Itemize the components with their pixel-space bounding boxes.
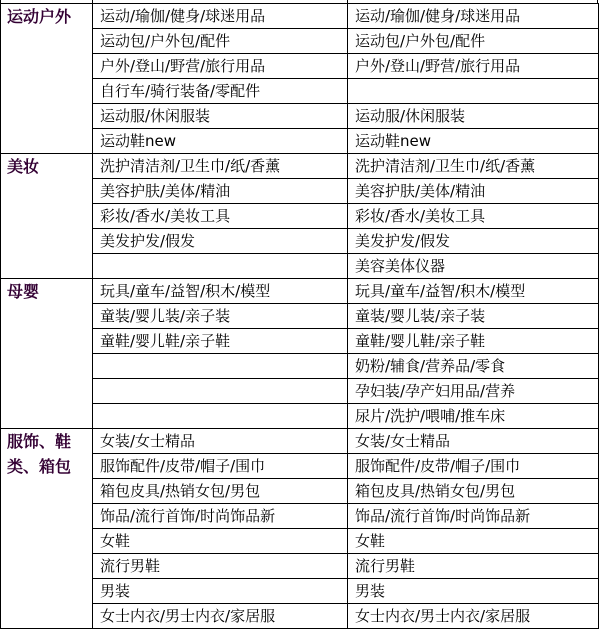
subcategory-cell: 童装/婴儿装/亲子装 — [348, 304, 599, 329]
category-cell: 运动户外 — [1, 4, 93, 154]
table-row — [1, 4, 599, 29]
subcategory-cell: 洗护清洁剂/卫生巾/纸/香薰 — [348, 154, 599, 179]
subcategory-cell: 运动/瑜伽/健身/球迷用品 — [348, 4, 599, 29]
table-row — [1, 279, 599, 304]
subcategory-cell — [93, 404, 348, 429]
subcategory-cell: 玩具/童车/益智/积木/模型 — [348, 279, 599, 304]
border-stub — [597, 0, 598, 3]
subcategory-cell: 运动鞋new — [93, 129, 348, 154]
subcategory-cell: 运动服/休闲服装 — [348, 104, 599, 129]
subcategory-cell: 美发护发/假发 — [93, 229, 348, 254]
subcategory-cell: 运动包/户外包/配件 — [93, 29, 348, 54]
subcategory-cell — [93, 379, 348, 404]
subcategory-cell: 彩妆/香水/美妆工具 — [93, 204, 348, 229]
product-category-table-body — [1, 4, 599, 629]
subcategory-cell: 玩具/童车/益智/积木/模型 — [93, 279, 348, 304]
subcategory-cell: 孕妇装/孕产妇用品/营养 — [348, 379, 599, 404]
subcategory-cell: 男装 — [348, 579, 599, 604]
border-stub — [92, 0, 93, 3]
subcategory-cell: 运动/瑜伽/健身/球迷用品 — [93, 4, 348, 29]
subcategory-cell — [348, 79, 599, 104]
subcategory-cell: 运动鞋new — [348, 129, 599, 154]
subcategory-cell: 美容护肤/美体/精油 — [348, 179, 599, 204]
subcategory-cell: 女装/女士精品 — [348, 429, 599, 454]
category-cell: 美妆 — [1, 154, 93, 279]
subcategory-cell: 童鞋/婴儿鞋/亲子鞋 — [348, 329, 599, 354]
subcategory-cell: 流行男鞋 — [348, 554, 599, 579]
subcategory-cell: 流行男鞋 — [93, 554, 348, 579]
top-cutoff-row — [0, 0, 598, 3]
border-stub — [347, 0, 348, 3]
subcategory-cell: 运动包/户外包/配件 — [348, 29, 599, 54]
subcategory-cell: 服饰配件/皮带/帽子/围巾 — [93, 454, 348, 479]
subcategory-cell: 服饰配件/皮带/帽子/围巾 — [348, 454, 599, 479]
subcategory-cell: 运动服/休闲服装 — [93, 104, 348, 129]
subcategory-cell: 美发护发/假发 — [348, 229, 599, 254]
subcategory-cell: 奶粉/辅食/营养品/零食 — [348, 354, 599, 379]
subcategory-cell: 女士内衣/男士内衣/家居服 — [348, 604, 599, 629]
subcategory-cell: 尿片/洗护/喂哺/推车床 — [348, 404, 599, 429]
subcategory-cell: 洗护清洁剂/卫生巾/纸/香薰 — [93, 154, 348, 179]
subcategory-cell: 箱包皮具/热销女包/男包 — [348, 479, 599, 504]
border-stub — [0, 0, 1, 3]
subcategory-cell: 自行车/骑行装备/零配件 — [93, 79, 348, 104]
subcategory-cell: 彩妆/香水/美妆工具 — [348, 204, 599, 229]
category-cell: 服饰、鞋类、箱包 — [1, 429, 93, 629]
subcategory-cell: 女士内衣/男士内衣/家居服 — [93, 604, 348, 629]
subcategory-cell: 童装/婴儿装/亲子装 — [93, 304, 348, 329]
subcategory-cell: 童鞋/婴儿鞋/亲子鞋 — [93, 329, 348, 354]
product-category-table — [0, 3, 599, 629]
subcategory-cell — [93, 354, 348, 379]
subcategory-cell: 饰品/流行首饰/时尚饰品新 — [348, 504, 599, 529]
subcategory-cell: 女鞋 — [348, 529, 599, 554]
table-row — [1, 154, 599, 179]
subcategory-cell: 户外/登山/野营/旅行用品 — [93, 54, 348, 79]
subcategory-cell — [93, 254, 348, 279]
subcategory-cell: 美容护肤/美体/精油 — [93, 179, 348, 204]
table-row — [1, 429, 599, 454]
subcategory-cell: 户外/登山/野营/旅行用品 — [348, 54, 599, 79]
subcategory-cell: 女鞋 — [93, 529, 348, 554]
subcategory-cell: 箱包皮具/热销女包/男包 — [93, 479, 348, 504]
subcategory-cell: 女装/女士精品 — [93, 429, 348, 454]
category-cell: 母婴 — [1, 279, 93, 429]
subcategory-cell: 男装 — [93, 579, 348, 604]
subcategory-cell: 饰品/流行首饰/时尚饰品新 — [93, 504, 348, 529]
subcategory-cell: 美容美体仪器 — [348, 254, 599, 279]
